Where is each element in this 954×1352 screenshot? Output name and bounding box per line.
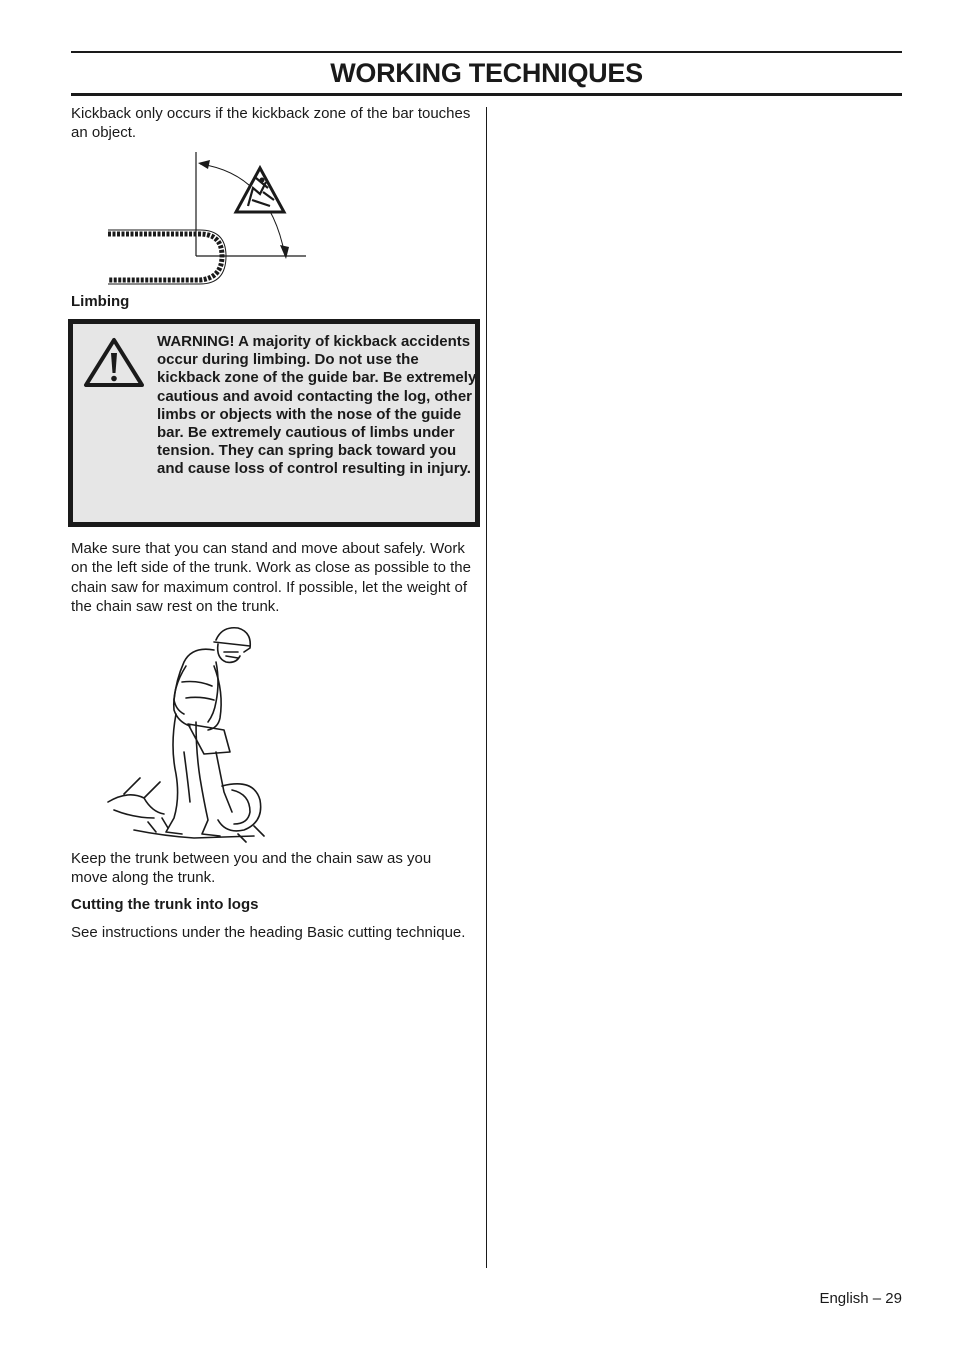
trunk-paragraph: Keep the trunk between you and the chain saw as you move along the trunk.	[71, 850, 432, 887]
page-title: WORKING TECHNIQUES	[330, 58, 643, 88]
cutting-heading: Cutting the trunk into logs	[71, 896, 259, 913]
limbing-heading: Limbing	[71, 293, 130, 310]
limbing-worker-illustration	[104, 622, 274, 846]
warning-triangle-icon	[83, 336, 145, 388]
header-rule-bottom	[71, 93, 902, 96]
stance-paragraph: Make sure that you can stand and move about safely. Work on the left side of the trunk. Work as close as possible to the chain saw for maximum control. If possible, let the weight of the chain saw rest on the trunk.	[71, 540, 471, 615]
kickback-intro-text: Kickback only occurs if the kickback zone of the bar touches an object.	[71, 105, 471, 142]
warning-text: WARNING! A majority of kickback accidents occur during limbing. Do not use the kickback zone of the guide bar. Be extremely cautious and avoid contacting the log, other limbs or objects with the nose of the guide bar. Be extremely cautious of limbs under tension. They can spring back toward you and cause loss of control resulting in injury.	[157, 333, 477, 478]
page-footer: English – 29	[819, 1290, 902, 1307]
column-divider	[486, 107, 487, 1268]
warning-box	[68, 319, 480, 527]
cutting-paragraph: See instructions under the heading Basic cutting technique.	[71, 924, 466, 941]
kickback-zone-illustration	[100, 148, 315, 290]
kickback-warning-icon	[236, 168, 284, 212]
header-rule-top	[71, 51, 902, 53]
